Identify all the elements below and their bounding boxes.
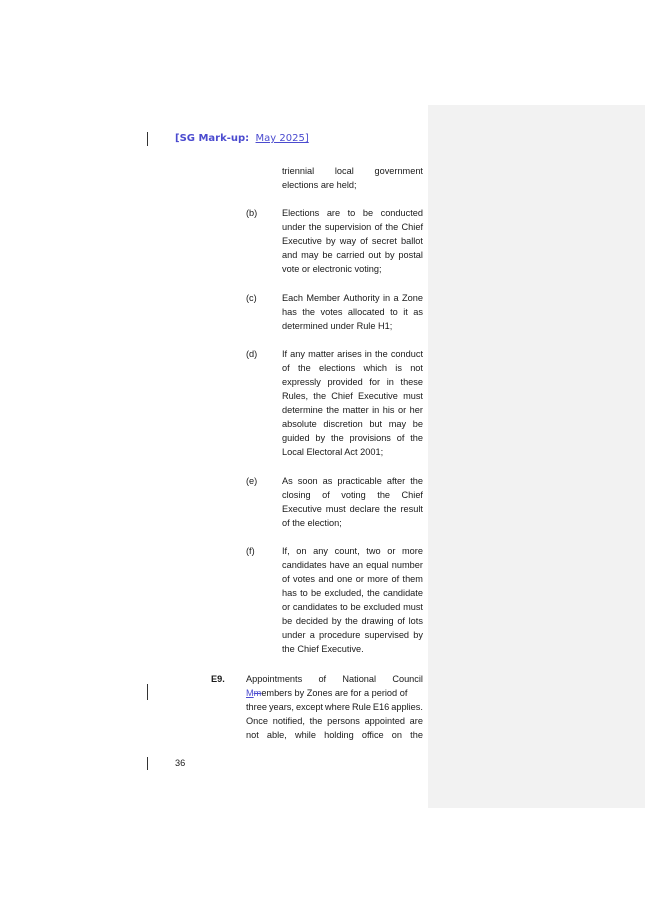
clause-label: (c) (246, 293, 257, 303)
change-bar-header (147, 132, 148, 146)
clause-line: Each Member Authority in a Zone (282, 293, 423, 303)
paragraph-line: triennial local government (282, 166, 423, 176)
clause-line: Executive by way of secret ballot (282, 236, 423, 247)
rule-e9-text (246, 672, 423, 742)
clause-line: or candidates to be excluded must (282, 602, 423, 613)
paragraph-line: elections are held; (282, 180, 357, 191)
change-bar-pagenum (147, 757, 148, 770)
paragraph-continuation (282, 164, 423, 192)
clause-line: absolute discretion but may be (282, 419, 423, 430)
clause-label: (d) (246, 349, 258, 359)
change-bar-e9 (147, 684, 148, 700)
clause-line: the Chief Executive. (282, 644, 364, 655)
clause-line: of votes and one or more of them (282, 574, 423, 585)
clause-line: under a procedure supervised by (282, 630, 423, 641)
clause-line: Executive must declare the result (282, 504, 423, 515)
rule-e9-line-1: Appointments of National Council (246, 674, 423, 684)
clause-line: of the election; (282, 518, 342, 529)
deleted-text: m (253, 688, 262, 699)
clause-line: closing of voting the Chief (282, 490, 423, 501)
clause-text (282, 544, 423, 656)
clause-line: determined under Rule H1; (282, 321, 393, 332)
clause-text (282, 206, 423, 276)
clause-line: Elections are to be conducted (282, 208, 423, 218)
clause-label: (b) (246, 208, 258, 218)
clause-line: Local Electoral Act 2001; (282, 447, 384, 458)
clause-line: under the supervision of the Chief (282, 222, 423, 233)
rule-e9-line-3: three years, except where Rule E16 applies. (246, 702, 423, 713)
rule-e9-label: E9. (211, 674, 225, 684)
clause-text (282, 474, 423, 530)
clause-line: of the elections which is not (282, 363, 423, 374)
clause-line: As soon as practicable after the (282, 476, 423, 486)
clause-line: vote or electronic voting; (282, 264, 382, 275)
clause-line: guided by the provisions of the (282, 433, 423, 444)
markup-header (175, 133, 309, 144)
clause-line: has to be excluded, the candidate (282, 588, 423, 599)
clause-line: If any matter arises in the conduct (282, 349, 423, 359)
inserted-text: M (246, 688, 254, 699)
clause-line: and may be carried out by postal (282, 250, 423, 261)
clause-line: determine the matter in his or her (282, 405, 423, 416)
rule-e9-line-5: not able, while holding office on the (246, 730, 423, 741)
markup-prefix: [SG Mark-up: (175, 133, 250, 144)
rule-e9-line-4: Once notified, the persons appointed are (246, 716, 423, 727)
comment-pane (428, 105, 645, 808)
clause-line: Rules, the Chief Executive must (282, 391, 423, 402)
clause-text (282, 347, 423, 459)
clause-line: candidates have an equal number (282, 560, 423, 571)
clause-text (282, 291, 423, 333)
clause-line: has the votes allocated to it as (282, 307, 423, 318)
clause-label: (e) (246, 476, 258, 486)
clause-line: expressly provided for in these (282, 377, 423, 388)
clause-label: (f) (246, 546, 255, 556)
page-number: 36 (175, 758, 186, 768)
clause-line: be decided by the drawing of lots (282, 616, 423, 627)
markup-date: May 2025] (255, 133, 309, 144)
clause-line: If, on any count, two or more (282, 546, 423, 556)
rule-e9-line-2: Mmembers by Zones are for a period of (246, 688, 408, 699)
